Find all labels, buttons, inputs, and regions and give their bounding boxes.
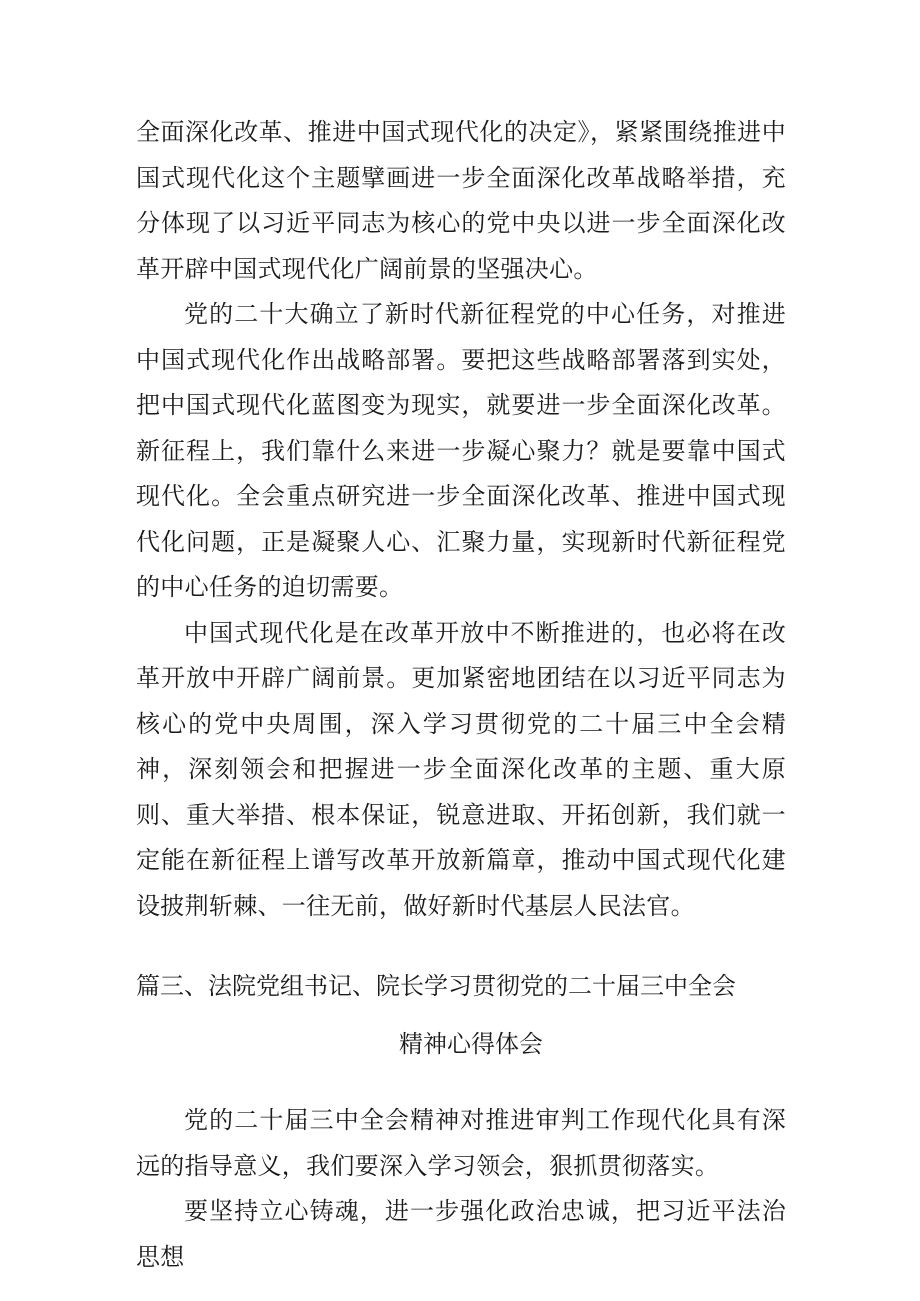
paragraph-continuation: 全面深化改革、推进中国式现代化的决定》，紧紧围绕推进中国式现代化这个主题擘画进一步全面深化改革战略举措，充分体现了以习近平同志为核心的党中央以进一步全面深化改革开辟中国式现代化广阔前景的坚强决心。 [136, 118, 786, 283]
document-body [136, 110, 786, 1280]
paragraph-central-task: 党的二十大确立了新时代新征程党的中心任务，对推进中国式现代化作出战略部署。要把这些战略部署落到实处，把中国式现代化蓝图变为现实，就要进一步全面深化改革。新征程上，我们靠什么来进一步凝心聚力？就是要靠中国式现代化。全会重点研究进一步全面深化改革、推进中国式现代化问题，正是凝聚人心、汇聚力量，实现新时代新征程党的中心任务的迫切需要。 [136, 300, 786, 601]
paragraph-political-loyalty: 要坚持立心铸魂，进一步强化政治忠诚，把习近平法治思想 [136, 1197, 786, 1271]
section-title [136, 972, 786, 1058]
paragraph-guidance: 党的二十届三中全会精神对推进审判工作现代化具有深远的指导意义，我们要深入学习领会，狠抓贯彻落实。 [136, 1106, 786, 1180]
paragraph-reform-opening: 中国式现代化是在改革开放中不断推进的，也必将在改革开放中开辟广阔前景。更加紧密地团结在以习近平同志为核心的党中央周围，深入学习贯彻党的二十届三中全会精神，深刻领会和把握进一步全面深化改革的主题、重大原则、重大举措、根本保证，锐意进取、开拓创新，我们就一定能在新征程上谱写改革开放新篇章，推动中国式现代化建设披荆斩棘、一往无前，做好新时代基层人民法官。 [136, 618, 786, 920]
section-title-line2: 精神心得体会 [399, 1030, 543, 1058]
section-title-line1: 篇三、法院党组书记、院长学习贯彻党的二十届三中全会 [136, 972, 736, 1000]
